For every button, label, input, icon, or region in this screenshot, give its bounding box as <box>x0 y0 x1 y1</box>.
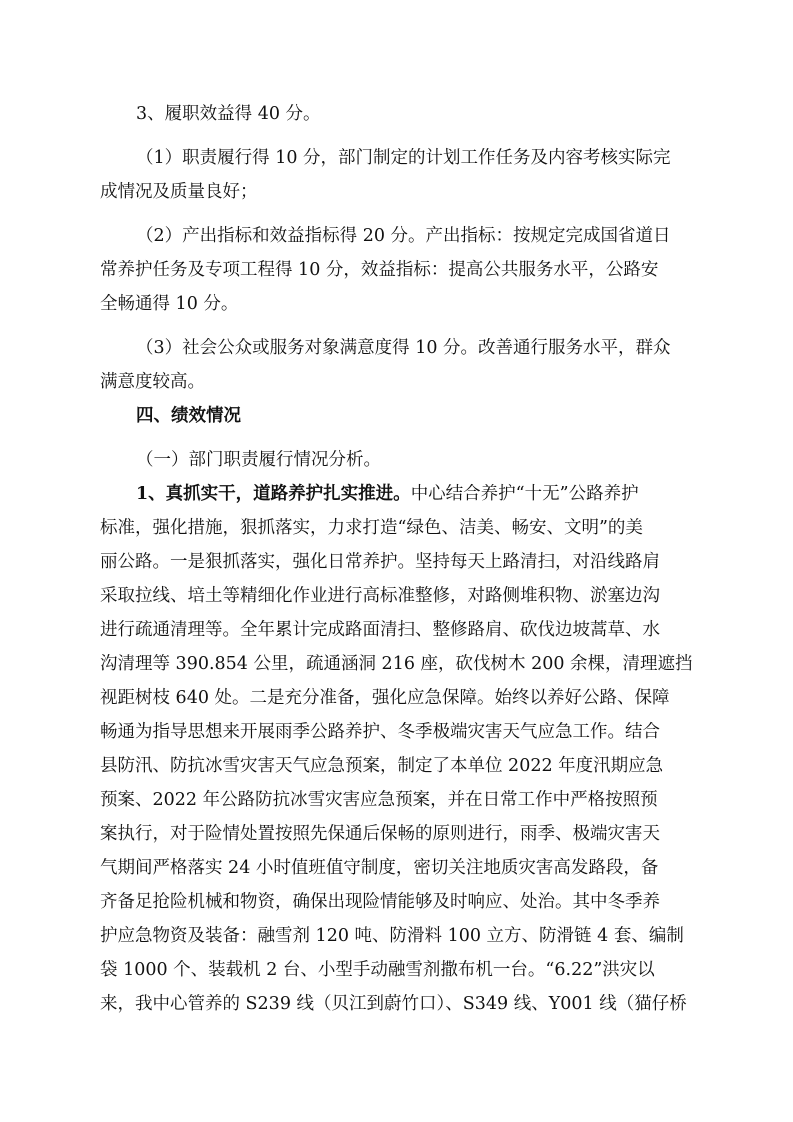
line-text: 袋 1000 个、装载机 2 台、小型手动融雪剂撒布机一台。“6.22”洪灾以 <box>100 960 655 980</box>
line-text: 进行疏通清理等。全年累计完成路面清扫、整修路肩、砍伐边坡蒿草、水 <box>100 620 660 640</box>
line-text: 标准，强化措施，狠抓落实，力求打造“绿色、洁美、畅安、文明”的美 <box>100 518 643 538</box>
text-line <box>0 146 793 170</box>
line-text: （2）产出指标和效益指标得 20 分。产出指标：按规定完成国省道日 <box>136 226 671 246</box>
line-text: 视距树枝 640 处。二是充分准备，强化应急保障。始终以养好公路、保障 <box>100 688 670 708</box>
text-line <box>0 652 793 676</box>
line-text: 护应急物资及装备：融雪剂 120 吨、防滑料 100 立方、防滑链 4 套、编制 <box>100 926 684 946</box>
text-line <box>0 618 793 642</box>
text-line <box>0 584 793 608</box>
text-line <box>0 404 793 428</box>
line-text: 畅通为指导思想来开展雨季公路养护、冬季极端灾害天气应急工作。结合 <box>100 722 660 742</box>
line-text: 案执行，对于险情处置按照先保通后保畅的原则进行，雨季、极端灾害天 <box>100 824 660 844</box>
text-line <box>0 102 793 126</box>
bold-lead-text: 1、真抓实干，道路养护扎实推进。 <box>136 484 411 504</box>
text-line <box>0 856 793 880</box>
line-text: 中心结合养护“十无”公路养护 <box>410 484 639 504</box>
text-line <box>0 788 793 812</box>
text-line <box>0 822 793 846</box>
line-text: 预案、2022 年公路防抗冰雪灾害应急预案，并在日常工作中严格按照预 <box>100 790 658 810</box>
text-line <box>0 958 793 982</box>
line-text: 来，我中心管养的 S239 线（贝江到蔚竹口）、S349 线、Y001 线（猫仔桥 <box>100 994 687 1014</box>
text-line <box>0 336 793 360</box>
line-text: （1）职责履行得 10 分，部门制定的计划工作任务及内容考核实际完 <box>136 148 671 168</box>
line-text: 常养护任务及专项工程得 10 分，效益指标：提高公共服务水平，公路安 <box>100 260 659 280</box>
text-line <box>0 890 793 914</box>
text-line <box>0 516 793 540</box>
line-text: 齐备足抢险机械和物资，确保出现险情能够及时响应、处治。其中冬季养 <box>100 892 660 912</box>
line-text: 全畅通得 10 分。 <box>100 294 239 314</box>
text-line <box>0 180 793 204</box>
text-line <box>0 686 793 710</box>
text-line <box>0 992 793 1016</box>
text-line <box>0 292 793 316</box>
line-text: 沟清理等 390.854 公里，疏通涵洞 216 座，砍伐树木 200 余棵，清理遮挡 <box>100 654 693 674</box>
line-text: （3）社会公众或服务对象满意度得 10 分。改善通行服务水平，群众 <box>136 338 671 358</box>
text-line <box>0 754 793 778</box>
line-text: 3、履职效益得 40 分。 <box>136 104 321 124</box>
line-text: 气期间严格落实 24 小时值班值守制度，密切关注地质灾害高发路段，备 <box>100 858 659 878</box>
text-line <box>0 370 793 394</box>
text-line <box>0 448 793 472</box>
line-text: 四、绩效情况 <box>136 406 241 426</box>
text-line <box>0 924 793 948</box>
line-text: 成情况及质量良好； <box>100 182 258 202</box>
text-line <box>0 482 793 506</box>
line-text: 丽公路。一是狠抓落实，强化日常养护。坚持每天上路清扫，对沿线路肩 <box>100 552 660 572</box>
text-line <box>0 720 793 744</box>
text-line <box>0 224 793 248</box>
line-text: 县防汛、防抗冰雪灾害天气应急预案，制定了本单位 2022 年度汛期应急 <box>100 756 664 776</box>
line-text: 采取拉线、培土等精细化作业进行高标准整修，对路侧堆积物、淤塞边沟 <box>100 586 660 606</box>
text-line <box>0 258 793 282</box>
text-line <box>0 550 793 574</box>
line-text: 满意度较高。 <box>100 372 205 392</box>
line-text: （一）部门职责履行情况分析。 <box>136 450 381 470</box>
